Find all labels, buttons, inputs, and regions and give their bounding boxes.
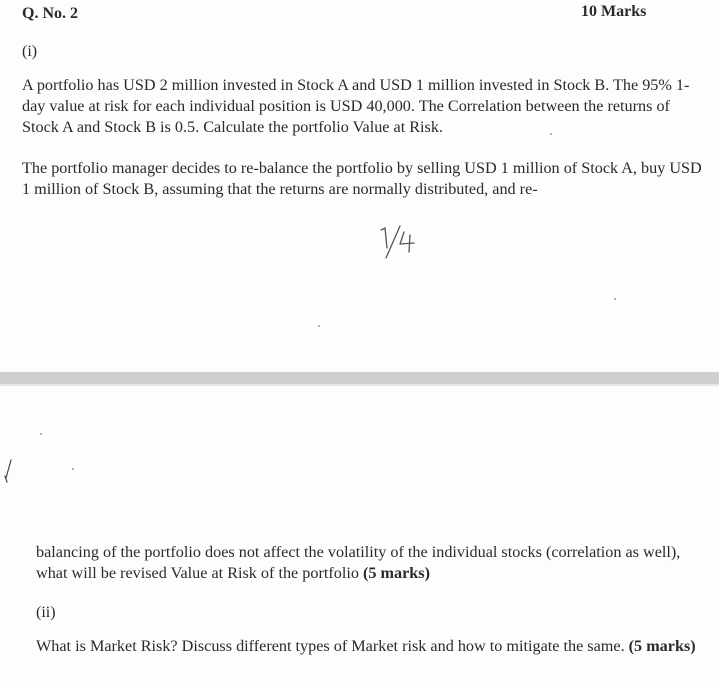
part-ii-question <box>36 636 696 657</box>
scan-speck <box>318 325 320 327</box>
part-ii-label: (ii) <box>36 604 56 621</box>
handwritten-note <box>378 222 428 262</box>
part-i-paragraph-3 <box>36 542 696 584</box>
part-i-paragraph-3-text: balancing of the portfolio does not affect the volatility of the individual stocks (correlation as well), what will be revised Value at Risk of the portfolio <box>36 543 681 582</box>
part-i-label: (i) <box>22 43 38 60</box>
scan-speck <box>614 298 616 300</box>
scan-speck <box>40 433 42 435</box>
total-marks: 10 Marks <box>581 3 647 20</box>
part-i-marks: (5 marks) <box>362 564 430 582</box>
scan-speck <box>72 468 74 470</box>
part-ii-marks: (5 marks) <box>628 637 696 655</box>
part-i-paragraph-1: A portfolio has USD 2 million invested in Stock A and USD 1 million invested in Stock B. The 95% 1-day value at risk for each individual position is USD 40,000. The Correlation between the returns of Stock A and Stock B is 0.5. Calculate the portfolio Value at Risk. <box>22 76 690 136</box>
part-i-paragraph-2: The portfolio manager decides to re-balance the portfolio by selling USD 1 million of Stock A, buy USD 1 million of Stock B, assuming that the returns are normally distributed, and re- <box>22 159 702 198</box>
question-number: Q. No. 2 <box>22 5 78 22</box>
part-ii-question-text: What is Market Risk? Discuss different types of Market risk and how to mitigate the same. <box>36 637 629 655</box>
pen-mark <box>2 458 14 484</box>
scan-speck <box>550 133 552 135</box>
